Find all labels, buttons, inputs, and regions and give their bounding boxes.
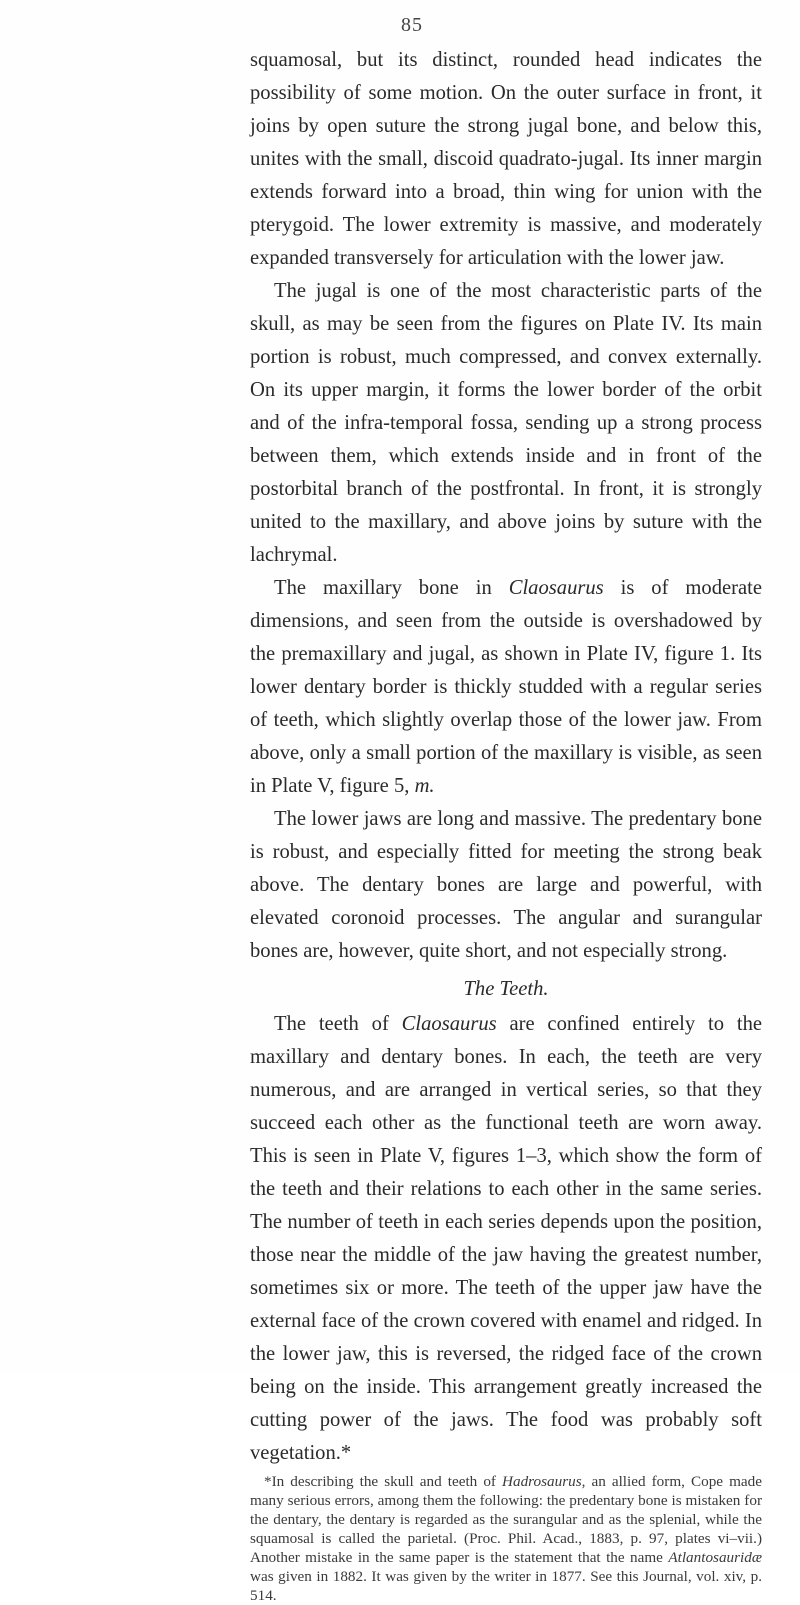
paragraph-quadrate-text: squamosal, but its distinct, rounded head indicates the possibility of some motion. On the outer surface in front, it joins by open suture the strong jugal bone, and below this, unites with the small, discoid quadrato-jugal. Its inner margin extends forward into a broad, thin wing for union with the pterygoid. The lower extremity is massive, and moderately expanded transversely for articulation with the lower jaw. (250, 49, 762, 269)
genus-name-claosaurus: Claosaurus (401, 1013, 497, 1035)
paragraph-lower-jaws (250, 803, 762, 968)
paragraph-teeth (250, 1008, 762, 1470)
paragraph-maxillary-text-1: The maxillary bone in (274, 577, 509, 599)
paragraph-lower-jaws-text: The lower jaws are long and massive. The predentary bone is robust, and especially fitted for meeting the strong beak above. The dentary bones are large and powerful, with elevated coronoid processes. The angular and surangular bones are, however, quite short, and not especially strong. (250, 808, 762, 962)
footnote-text-1: *In describing the skull and teeth of (264, 1473, 503, 1490)
paragraph-teeth-text-2: are confined entirely to the maxillary and dentary bones. In each, the teeth are very numerous, and are arranged in vertical series, so that they succeed each other as the functional teeth are worn away. This is seen in Plate V, figures 1–3, which show the form of the teeth and their relations to each other in the same series. The number of teeth in each series depends upon the position, those near the middle of the jaw having the greatest number, sometimes six or more. The teeth of the upper jaw have the external face of the crown covered with enamel and ridged. In the lower jaw, this is reversed, the ridged face of the crown being on the inside. This arrangement greatly increased the cutting power of the jaws. The food was probably soft vegetation.* (250, 1013, 762, 1464)
genus-name-hadrosaurus: Hadrosaurus (502, 1473, 582, 1490)
genus-name-claosaurus: Claosaurus (508, 577, 604, 599)
body-text (250, 44, 762, 1605)
paragraph-quadrate (250, 44, 762, 275)
page-number: 85 (401, 14, 423, 36)
figure-label-m: m. (414, 775, 435, 797)
paragraph-jugal (250, 275, 762, 572)
footnote-text-2: , an allied form, Cope made many serious errors, among them the following: the predentary bone is mistaken for the dentary, the dentary is regarded as the surangular and as the splenial, while the squamosal is called the parietal. (Proc. Phil. Acad., 1883, p. 97, plates vi–vii.) Another mistake in the same paper is the statement that the name (250, 1473, 762, 1566)
paragraph-maxillary-text-2: is of moderate dimensions, and seen from the outside is overshadowed by the premaxillary and jugal, as shown in Plate IV, figure 1. Its lower dentary border is thickly studded with a regular series of teeth, which slightly overlap those of the lower jaw. From above, only a small portion of the maxillary is visible, as seen in Plate V, figure 5, (250, 577, 762, 797)
paragraph-jugal-text: The jugal is one of the most characteristic parts of the skull, as may be seen from the figures on Plate IV. Its main portion is robust, much compressed, and convex externally. On its upper margin, it forms the lower border of the orbit and of the infra-temporal fossa, sending up a strong process between them, which extends inside and in front of the postorbital branch of the postfrontal. In front, it is strongly united to the maxillary, and above joins by suture with the lachrymal. (250, 280, 762, 566)
footnote-text-3: was given in 1882. It was given by the writer in 1877. See this Journal, vol. xiv, p. 514. (250, 1568, 762, 1604)
family-name-atlantosauridae: Atlantosauridæ (668, 1549, 762, 1566)
section-heading-teeth: The Teeth. (463, 978, 549, 1000)
footnote (250, 1472, 762, 1605)
paragraph-maxillary (250, 572, 762, 803)
paragraph-teeth-text-1: The teeth of (274, 1013, 402, 1035)
